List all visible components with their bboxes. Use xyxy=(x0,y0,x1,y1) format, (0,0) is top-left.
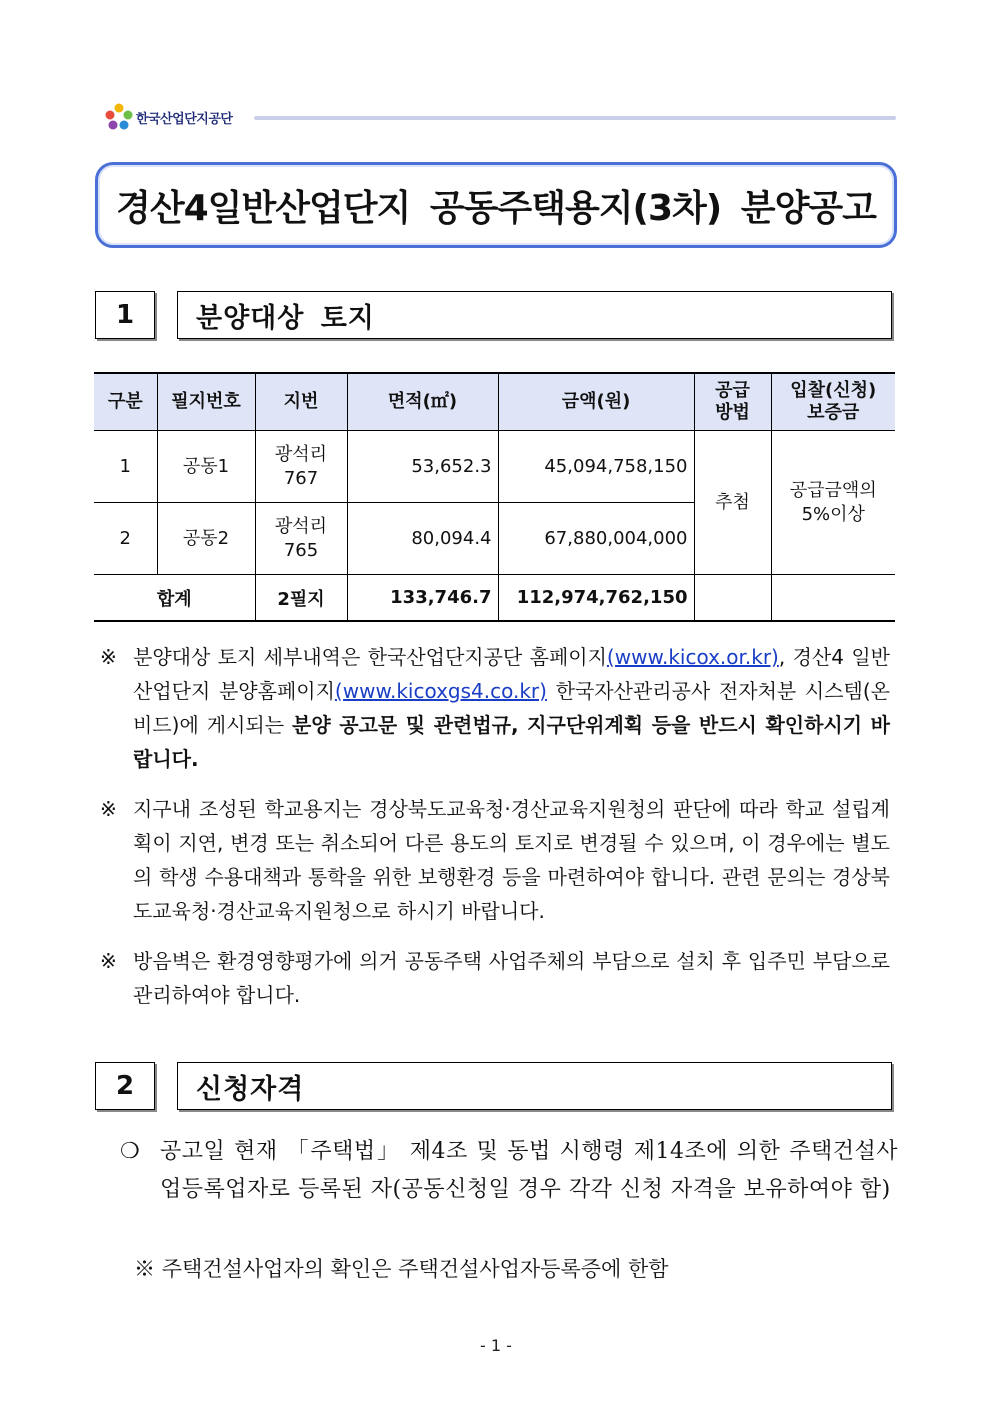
org-logo xyxy=(104,100,232,134)
cell-empty xyxy=(771,575,895,622)
notes-list xyxy=(100,640,890,1012)
requirement-note-text: 주택건설사업자의 확인은 주택건설사업자등록증에 한함 xyxy=(161,1257,669,1281)
cell-total-label: 합계 xyxy=(94,575,255,622)
col-header-category: 구분 xyxy=(94,373,157,431)
note-mark: ※ xyxy=(100,645,117,669)
org-name: 한국산업단지공단 xyxy=(136,111,233,127)
cell-address: 광석리 767 xyxy=(255,431,347,503)
note-1-text-a: 분양대상 토지 세부내역은 한국산업단지공단 홈페이지 xyxy=(133,645,607,669)
cell-total-lots: 2필지 xyxy=(255,575,347,622)
col-header-address: 지번 xyxy=(255,373,347,431)
page-number: - 1 - xyxy=(480,1336,512,1355)
cell-lot: 공동1 xyxy=(157,431,255,503)
page-title: 경산4일반산업단지 공동주택용지(3차) 분양공고 xyxy=(116,187,876,229)
col-header-deposit: 입찰(신청) 보증금 xyxy=(771,373,895,431)
note-1-text-b: , 경산4 일반산업단지 분양홈페이지 xyxy=(133,645,890,703)
section-1-heading xyxy=(95,291,892,339)
note-1-text-c: 한국자산관리공사 전자처분 시스템(온비드)에 게시되는 xyxy=(133,679,891,737)
requirement-item xyxy=(118,1133,898,1209)
cell-address: 광석리 765 xyxy=(255,503,347,575)
cell-amount: 45,094,758,150 xyxy=(498,431,694,503)
cell-no: 1 xyxy=(94,431,157,503)
cell-total-amount: 112,974,762,150 xyxy=(498,575,694,622)
document-header xyxy=(104,100,896,134)
cell-area: 53,652.3 xyxy=(347,431,498,503)
kicoxgs4-homepage-link[interactable]: (www.kicoxgs4.co.kr) xyxy=(334,679,547,703)
section-2-title: 신청자격 xyxy=(177,1062,892,1110)
cell-deposit: 공급금액의 5%이상 xyxy=(771,431,895,575)
cell-lot: 공동2 xyxy=(157,503,255,575)
note-3-text: 방음벽은 환경영향평가에 의거 공동주택 사업주체의 부담으로 설치 후 입주민 부담으로 관리하여야 합니다. xyxy=(133,949,890,1007)
cell-total-area: 133,746.7 xyxy=(347,575,498,622)
col-header-supply-method: 공급 방법 xyxy=(694,373,771,431)
col-header-area: 면적(㎡) xyxy=(347,373,498,431)
section-2-heading xyxy=(95,1062,892,1110)
note-mark: ※ xyxy=(100,797,117,821)
kicox-logo-icon xyxy=(104,102,134,132)
note-1 xyxy=(100,640,890,776)
table-row xyxy=(94,431,895,503)
section-2-number: 2 xyxy=(95,1062,155,1110)
cell-empty xyxy=(694,575,771,622)
kicox-homepage-link[interactable]: (www.kicox.or.kr) xyxy=(606,645,779,669)
cell-supply-method: 추첨 xyxy=(694,431,771,575)
note-mark: ※ xyxy=(134,1257,155,1281)
cell-area: 80,094.4 xyxy=(347,503,498,575)
requirement-note xyxy=(134,1254,894,1284)
header-divider xyxy=(254,116,896,120)
requirement-text: 공고일 현재 「주택법」 제4조 및 동법 시행령 제14조에 의한 주택건설사업등록업자로 등록된 자(공동신청일 경우 각각 신청 자격을 보유하여야 함) xyxy=(160,1139,898,1202)
title-box xyxy=(95,162,897,248)
col-header-lot: 필지번호 xyxy=(157,373,255,431)
table-total-row xyxy=(94,575,895,622)
note-1-emphasis: 분양 공고문 및 관련법규, 지구단위계획 등을 반드시 확인하시기 바랍니다. xyxy=(133,713,890,771)
land-table xyxy=(94,372,895,622)
table-header-row xyxy=(94,373,895,431)
section-1-title: 분양대상 토지 xyxy=(177,291,892,339)
circle-bullet-icon: ❍ xyxy=(120,1139,141,1164)
col-header-amount: 금액(원) xyxy=(498,373,694,431)
requirements-list xyxy=(118,1133,898,1209)
note-2 xyxy=(100,792,890,928)
cell-amount: 67,880,004,000 xyxy=(498,503,694,575)
note-2-text: 지구내 조성된 학교용지는 경상북도교육청·경산교육지원청의 판단에 따라 학교 설립계획이 지연, 변경 또는 취소되어 다른 용도의 토지로 변경될 수 있으며, 이 경우에는 별도의 학생 수용대책과 통학을 위한 보행환경 등을 마련하여야 합니다. 관련 문의는 경상북도교육청·경산교육지원청으로 하시기 바랍니다. xyxy=(133,797,890,923)
note-mark: ※ xyxy=(100,949,117,973)
cell-no: 2 xyxy=(94,503,157,575)
note-3 xyxy=(100,944,890,1012)
section-1-number: 1 xyxy=(95,291,155,339)
